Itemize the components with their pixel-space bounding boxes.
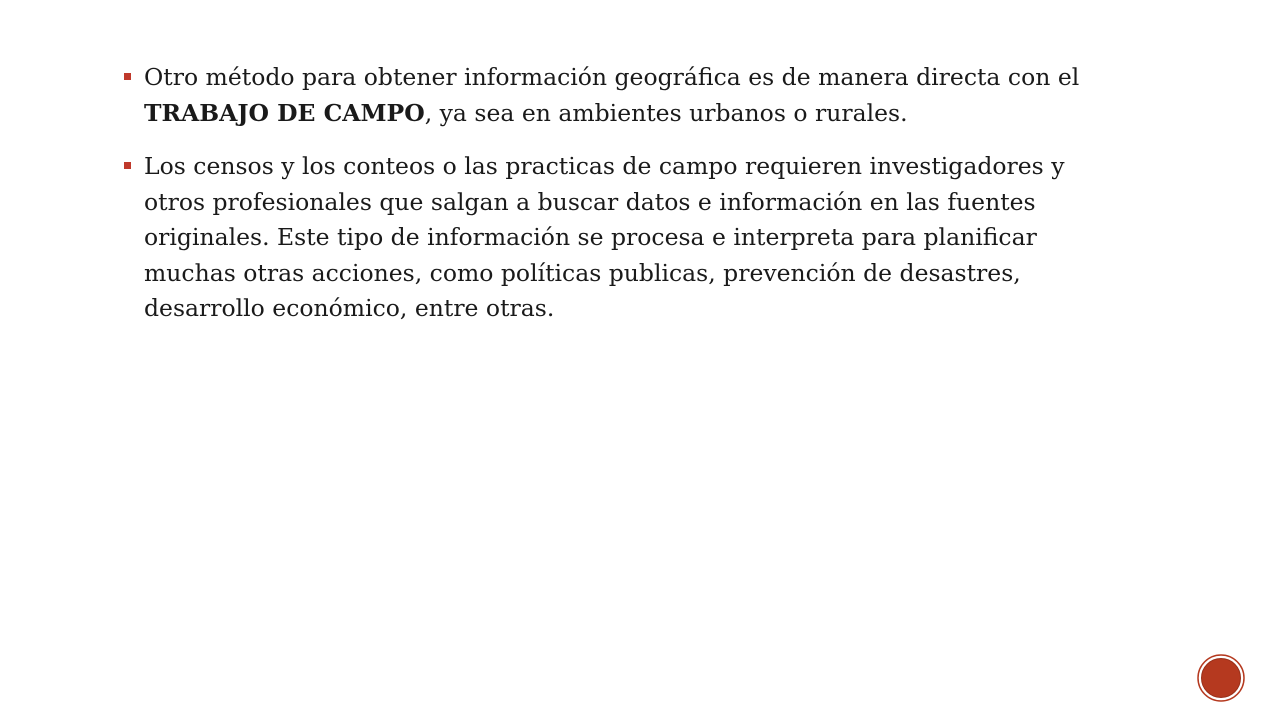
- bullet-text-part: , ya sea en ambientes urbanos o rurales.: [424, 98, 908, 127]
- bullet-text-part: Los censos y los conteos o las practicas de campo requieren investigadores y otros profesionales que salgan a buscar datos e información en las fuentes originales. Este tipo de información se procesa e interpreta para planificar muchas otras acciones, como políticas publicas, prevención de desastres, desarrollo económico, entre otras.: [144, 152, 1065, 322]
- bullet-text: [144, 152, 1065, 322]
- bullet-text-bold: TRABAJO DE CAMPO: [144, 98, 425, 127]
- bullet-text: [144, 63, 1079, 127]
- circle-badge-graphic: [1197, 654, 1245, 702]
- circle-badge-icon: [1197, 654, 1245, 702]
- square-bullet-icon: [124, 162, 131, 169]
- bullet-text-part: Otro método para obtener información geográfica es de manera directa con el: [144, 63, 1080, 91]
- bullet-item: [122, 60, 1122, 131]
- bullet-list: [122, 60, 1122, 345]
- square-bullet-icon: [124, 73, 131, 80]
- bullet-item: [122, 149, 1122, 327]
